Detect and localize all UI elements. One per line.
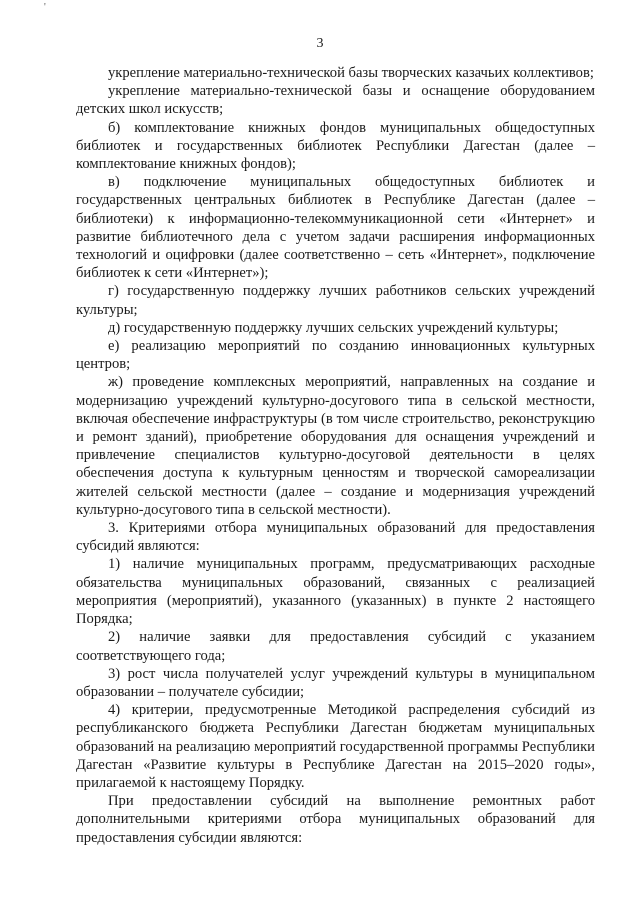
paragraph-kazach-collectives: укрепление материально-технической базы творческих казачьих коллективов; (108, 65, 594, 81)
body-text (76, 64, 595, 847)
paragraph-item-zh: ж) проведение комплексных мероприятий, направленных на создание и модернизацию учреждений культурно-досугового типа в сельской местности, включая обеспечение инфраструктуры (в том числе строительство, реконструкцию и ремонт зданий), приобретение оборудования для оснащения учреждений и привлечение специалистов культурно-досуговой деятельности в целях обеспечения доступа к культурным ценностям и творческой самореализации жителей сельской местности (далее – создание и модернизация учреждений культурно-досугового типа в сельской местности). (76, 374, 595, 518)
paragraph-item-e: е) реализацию мероприятий по созданию инновационных культурных центров; (76, 338, 595, 373)
paragraph-criterion-3: 3) рост числа получателей услуг учреждений культуры в муниципальном образовании – получателе субсидии; (76, 665, 595, 700)
paragraph-art-schools: укрепление материально-технической базы и оснащение оборудованием детских школ искусств; (76, 83, 595, 118)
paragraph-criterion-4: 4) критерии, предусмотренные Методикой распределения субсидий из республиканского бюджета Республики Дагестан бюджетам муниципальных образований на реализацию мероприятий государственной программы Республики Дагестан «Развитие культуры в Республике Дагестан на 2015–2020 годы», прилагаемой к настоящему Порядку. (76, 702, 595, 791)
paragraph-section-3: 3. Критериями отбора муниципальных образований для предоставления субсидий являются: (76, 520, 595, 555)
paragraph-repair-criteria: При предоставлении субсидий на выполнение ремонтных работ дополнительными критериями отбора муниципальных образований для предоставления субсидии являются: (76, 793, 595, 846)
paragraph-criterion-2: 2) наличие заявки для предоставления субсидий с указанием соответствующего года; (76, 629, 595, 664)
paragraph-item-g: г) государственную поддержку лучших работников сельских учреждений культуры; (76, 283, 595, 318)
page-number: 3 (316, 36, 324, 51)
paragraph-item-v: в) подключение муниципальных общедоступных библиотек и государственных центральных библиотек в Республике Дагестан (далее – библиотеки) к информационно-телекоммуникационной сети «Интернет» и развитие библиотечного дела с учетом задачи расширения информационных технологий и оцифровки (далее соответственно – сеть «Интернет», подключение библиотек к сети «Интернет»); (76, 174, 595, 282)
corner-mark: ' (44, 2, 46, 13)
paragraph-item-b: б) комплектование книжных фондов муниципальных общедоступных библиотек и государственных библиотек Республики Дагестан (далее – комплектование книжных фондов); (76, 119, 595, 173)
paragraph-item-d: д) государственную поддержку лучших сельских учреждений культуры; (108, 319, 559, 336)
paragraph-criterion-1: 1) наличие муниципальных программ, предусматривающих расходные обязательства муниципальных образований, связанных с реализацией мероприятия (мероприятий), указанного (указанных) в пункте 2 настоящего Порядка; (76, 556, 595, 628)
